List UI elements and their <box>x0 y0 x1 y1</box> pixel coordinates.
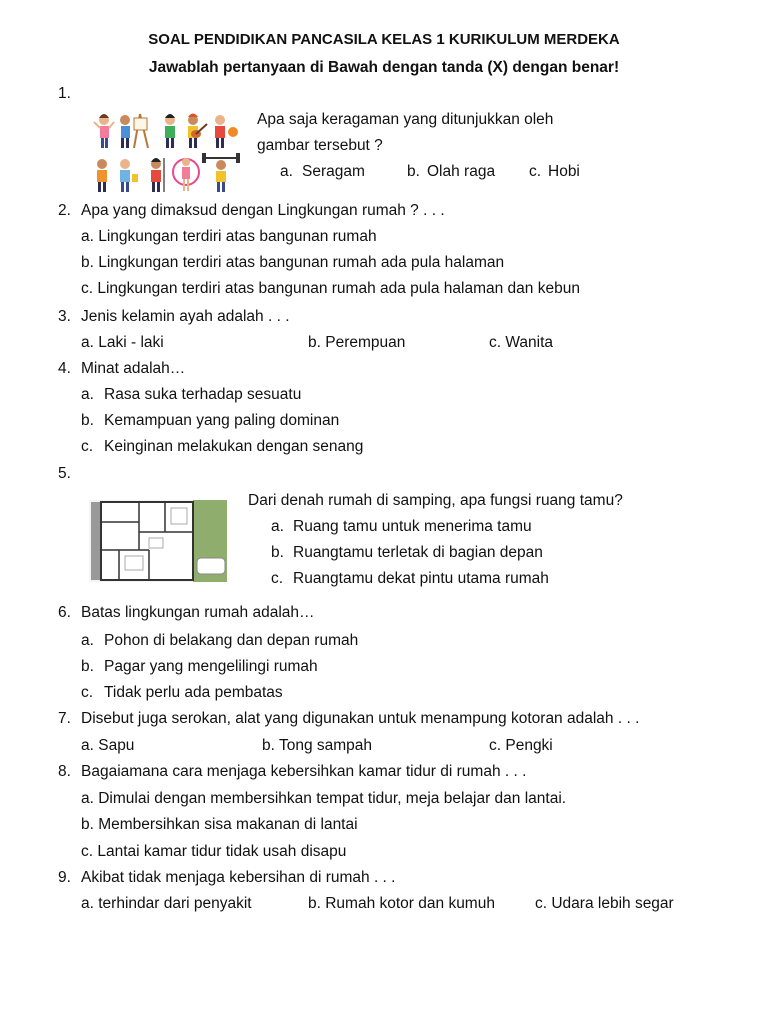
question-number: 1. <box>58 85 71 102</box>
option-text: Hobi <box>548 163 580 180</box>
option-letter: a. <box>271 518 284 535</box>
option-text: Tidak perlu ada pembatas <box>104 684 283 701</box>
question-text: Bagaiamana cara menjaga kebersihkan kamar tidur di rumah . . . <box>81 763 527 780</box>
option-text: b. Tong sampah <box>262 737 373 754</box>
option-text: c. Wanita <box>489 334 554 351</box>
option-text: Pagar yang mengelilingi rumah <box>104 658 318 675</box>
question-text-continued: gambar tersebut ? <box>257 137 383 154</box>
question-number: 7. <box>58 710 71 727</box>
option-text: a. Dimulai dengan membersihkan tempat tidur, meja belajar dan lantai. <box>81 790 567 807</box>
barbell-icon <box>202 153 240 192</box>
ball-icon <box>215 115 238 148</box>
child-figure-icon <box>97 159 107 192</box>
child-figure-icon <box>94 114 114 148</box>
option-text: Kemampuan yang paling dominan <box>104 412 340 429</box>
option-text: c. Udara lebih segar <box>535 895 674 912</box>
option-text: Keinginan melakukan dengan senang <box>104 438 364 455</box>
option-letter: c. <box>529 163 542 180</box>
option-text: Olah raga <box>427 163 496 180</box>
option-text: Ruangtamu terletak di bagian depan <box>293 544 543 561</box>
option-letter: b. <box>271 544 284 561</box>
option-text: b. Rumah kotor dan kumuh <box>308 895 495 912</box>
option-letter: a. <box>280 163 293 180</box>
option-letter: a. <box>81 386 94 403</box>
option-letter: c. <box>81 438 94 455</box>
house-floor-plan-illustration <box>89 500 227 582</box>
question-number: 6. <box>58 604 71 621</box>
child-figure-icon <box>120 159 138 192</box>
option-letter: b. <box>81 658 94 675</box>
question-text: Apa saja keragaman yang ditunjukkan oleh <box>257 111 554 128</box>
option-text: a. terhindar dari penyakit <box>81 895 252 912</box>
option-text: a. Laki - laki <box>81 334 164 351</box>
question-number: 9. <box>58 869 71 886</box>
question-number: 5. <box>58 465 71 482</box>
question-text: Minat adalah… <box>81 360 186 377</box>
hula-hoop-icon <box>173 158 199 191</box>
option-letter: c. <box>81 684 94 701</box>
easel-icon <box>120 114 148 148</box>
option-text: Ruang tamu untuk menerima tamu <box>293 518 532 535</box>
option-text: Seragam <box>302 163 365 180</box>
option-letter: b. <box>407 163 420 180</box>
option-text: b. Perempuan <box>308 334 406 351</box>
question-number: 2. <box>58 202 71 219</box>
question-text: Batas lingkungan rumah adalah… <box>81 604 315 621</box>
question-number: 4. <box>58 360 71 377</box>
question-text: Apa yang dimaksud dengan Lingkungan rumah ? . . . <box>81 202 445 219</box>
option-text: a. Sapu <box>81 737 135 754</box>
option-letter: b. <box>81 412 94 429</box>
question-text: Disebut juga serokan, alat yang digunakan untuk menampung kotoran adalah . . . <box>81 710 640 727</box>
option-text: Rasa suka terhadap sesuatu <box>104 386 302 403</box>
option-text: b. Lingkungan terdiri atas bangunan rumah ada pula halaman <box>81 254 505 271</box>
question-number: 8. <box>58 763 71 780</box>
question-number: 3. <box>58 308 71 325</box>
option-text: Ruangtamu dekat pintu utama rumah <box>293 570 549 587</box>
child-figure-icon <box>165 114 175 148</box>
option-text: b. Membersihkan sisa makanan di lantai <box>81 816 358 833</box>
question-text: Akibat tidak menjaga kebersihan di rumah . . . <box>81 869 396 886</box>
instruction-text: Jawablah pertanyaan di Bawah dengan tanda (X) dengan benar! <box>148 59 620 76</box>
child-figure-icon <box>151 158 164 192</box>
question-text: Jenis kelamin ayah adalah . . . <box>81 308 290 325</box>
option-letter: a. <box>81 632 94 649</box>
option-text: Pohon di belakang dan depan rumah <box>104 632 359 649</box>
guitar-icon <box>188 114 207 149</box>
option-text: a. Lingkungan terdiri atas bangunan rumah <box>81 228 377 245</box>
children-activities-illustration <box>92 110 242 196</box>
option-text: c. Lantai kamar tidur tidak usah disapu <box>81 843 347 860</box>
question-text: Dari denah rumah di samping, apa fungsi ruang tamu? <box>248 492 623 509</box>
option-text: c. Lingkungan terdiri atas bangunan rumah ada pula halaman dan kebun <box>81 280 580 297</box>
document-title: SOAL PENDIDIKAN PANCASILA KELAS 1 KURIKULUM MERDEKA <box>148 31 620 48</box>
option-text: c. Pengki <box>489 737 553 754</box>
option-letter: c. <box>271 570 284 587</box>
